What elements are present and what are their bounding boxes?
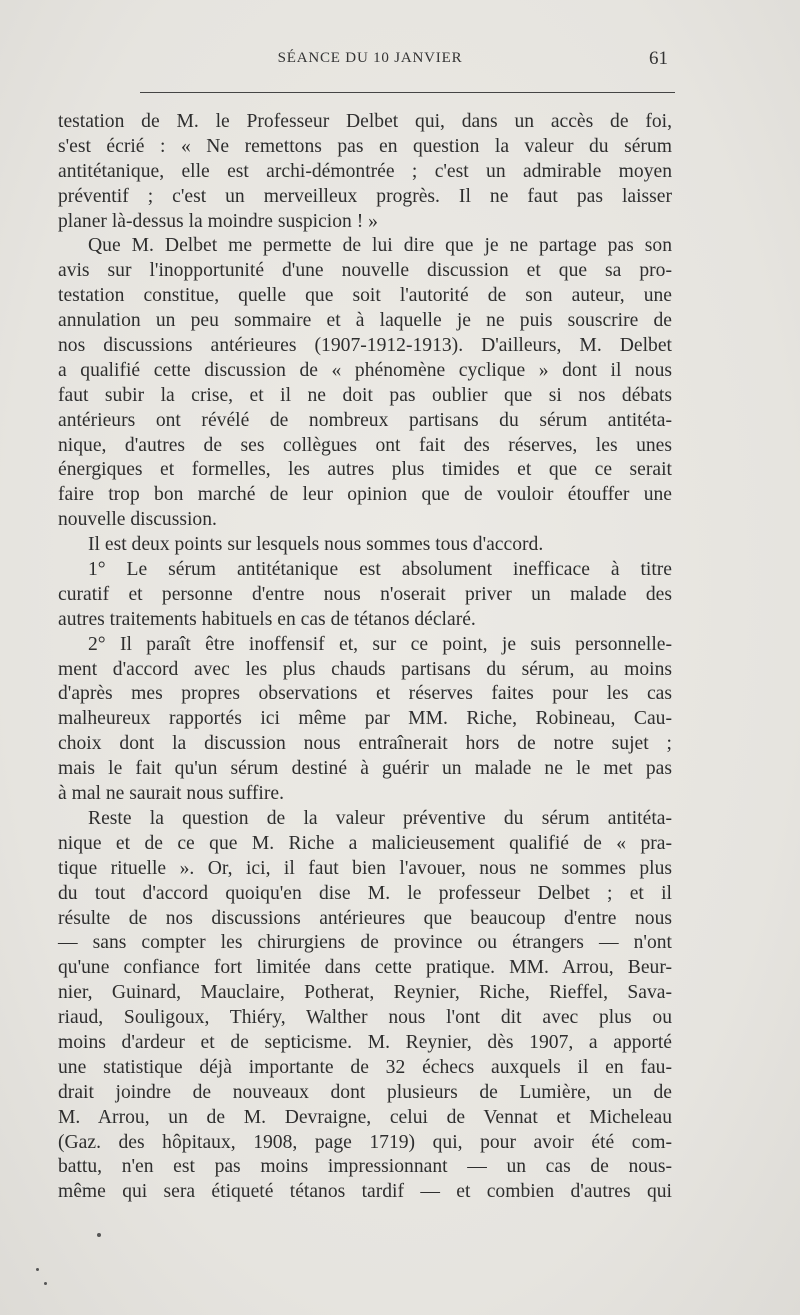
text-line: qu'une confiance fort limitée dans cette pratique. MM. Arrou, Beur- — [58, 957, 672, 979]
text-line: battu, n'en est pas moins impressionnant — un cas de nous- — [58, 1156, 672, 1178]
text-line: antitétanique, elle est archi-démontrée ; c'est un admirable moyen — [58, 160, 672, 182]
text-line: nique et de ce que M. Riche a malicieusement qualifié de « pra- — [58, 832, 672, 854]
text-line: malheureux rapportés ici même par MM. Riche, Robineau, Cau- — [58, 708, 672, 730]
body-text — [58, 110, 672, 1205]
text-line: annulation un peu sommaire et à laquelle je ne puis souscrire de — [58, 310, 672, 332]
text-line: M. Arrou, un de M. Devraigne, celui de Vennat et Micheleau — [58, 1106, 672, 1128]
page-header — [68, 50, 672, 74]
text-line: tique rituelle ». Or, ici, il faut bien l'avouer, nous ne sommes plus — [58, 857, 672, 879]
text-line: résulte de nos discussions antérieures que beaucoup d'entre nous — [58, 907, 672, 929]
text-line: Que M. Delbet me permette de lui dire que je ne partage pas son — [88, 235, 672, 257]
text-line: même qui sera étiqueté tétanos tardif — et combien d'autres qui — [58, 1181, 672, 1203]
text-line: drait joindre de nouveaux dont plusieurs de Lumière, un de — [58, 1081, 672, 1103]
text-line: 1° Le sérum antitétanique est absolument inefficace à titre — [88, 559, 672, 581]
text-line: du tout d'accord quoiqu'en dise M. le professeur Delbet ; et il — [58, 882, 672, 904]
paper-speck — [97, 1233, 101, 1237]
text-line: testation de M. le Professeur Delbet qui, dans un accès de foi, — [58, 111, 672, 132]
running-title: SÉANCE DU 10 JANVIER — [277, 50, 463, 66]
text-line: 2° Il paraît être inoffensif et, sur ce point, je suis personnelle- — [88, 633, 672, 655]
text-line: ment d'accord avec les plus chauds partisans du sérum, au moins — [58, 658, 672, 680]
header-rule — [140, 92, 675, 93]
text-line: autres traitements habituels en cas de tétanos déclaré. — [58, 608, 476, 630]
text-line: — sans compter les chirurgiens de province ou étrangers — n'ont — [58, 932, 672, 954]
text-line: à mal ne saurait nous suffire. — [58, 783, 284, 805]
text-line: (Gaz. des hôpitaux, 1908, page 1719) qui, pour avoir été com- — [58, 1131, 672, 1153]
text-line: planer là-dessus la moindre suspicion ! » — [58, 210, 378, 232]
text-line: antérieurs ont révélé de nombreux partisans du sérum antitéta- — [58, 409, 672, 431]
text-line: s'est écrié : « Ne remettons pas en question la valeur du sérum — [58, 135, 672, 157]
text-line: faire trop bon marché de leur opinion que de vouloir étouffer une — [58, 484, 672, 506]
paper-speck — [36, 1268, 39, 1271]
text-line: avis sur l'inopportunité d'une nouvelle discussion et que sa pro- — [58, 260, 672, 282]
text-line: testation constitue, quelle que soit l'autorité de son auteur, une — [58, 285, 672, 307]
text-line: nos discussions antérieures (1907-1912-1913). D'ailleurs, M. Delbet — [58, 335, 672, 357]
text-line: Reste la question de la valeur préventive du sérum antitéta- — [88, 807, 672, 829]
text-line: mais le fait qu'un sérum destiné à guérir un malade ne le met pas — [58, 758, 672, 780]
text-line: Il est deux points sur lesquels nous sommes tous d'accord. — [88, 534, 544, 556]
text-line: curatif et personne d'entre nous n'oserait priver un malade des — [58, 583, 672, 605]
text-line: énergiques et formelles, les autres plus timides et que ce serait — [58, 459, 672, 481]
text-line: nique, d'autres de ses collègues ont fait des réserves, les unes — [58, 434, 672, 456]
text-line: moins d'ardeur et de septicisme. M. Reynier, dès 1907, a apporté — [58, 1031, 672, 1053]
text-line: choix dont la discussion nous entraînerait hors de notre sujet ; — [58, 733, 672, 755]
text-line: nouvelle discussion. — [58, 509, 217, 531]
text-line: une statistique déjà importante de 32 échecs auxquels il en fau- — [58, 1056, 672, 1078]
text-line: d'après mes propres observations et réserves faites pour les cas — [58, 683, 672, 705]
text-line: a qualifié cette discussion de « phénomène cyclique » dont il nous — [58, 359, 672, 381]
text-line: riaud, Souligoux, Thiéry, Walther nous l'ont dit avec plus ou — [58, 1007, 672, 1029]
text-line: préventif ; c'est un merveilleux progrès. Il ne faut pas laisser — [58, 185, 672, 207]
page-number: 61 — [649, 48, 668, 69]
text-line: faut subir la crise, et il ne doit pas oublier que si nos débats — [58, 384, 672, 406]
paper-speck — [44, 1282, 47, 1285]
text-line: nier, Guinard, Mauclaire, Potherat, Reynier, Riche, Rieffel, Sava- — [58, 982, 672, 1004]
